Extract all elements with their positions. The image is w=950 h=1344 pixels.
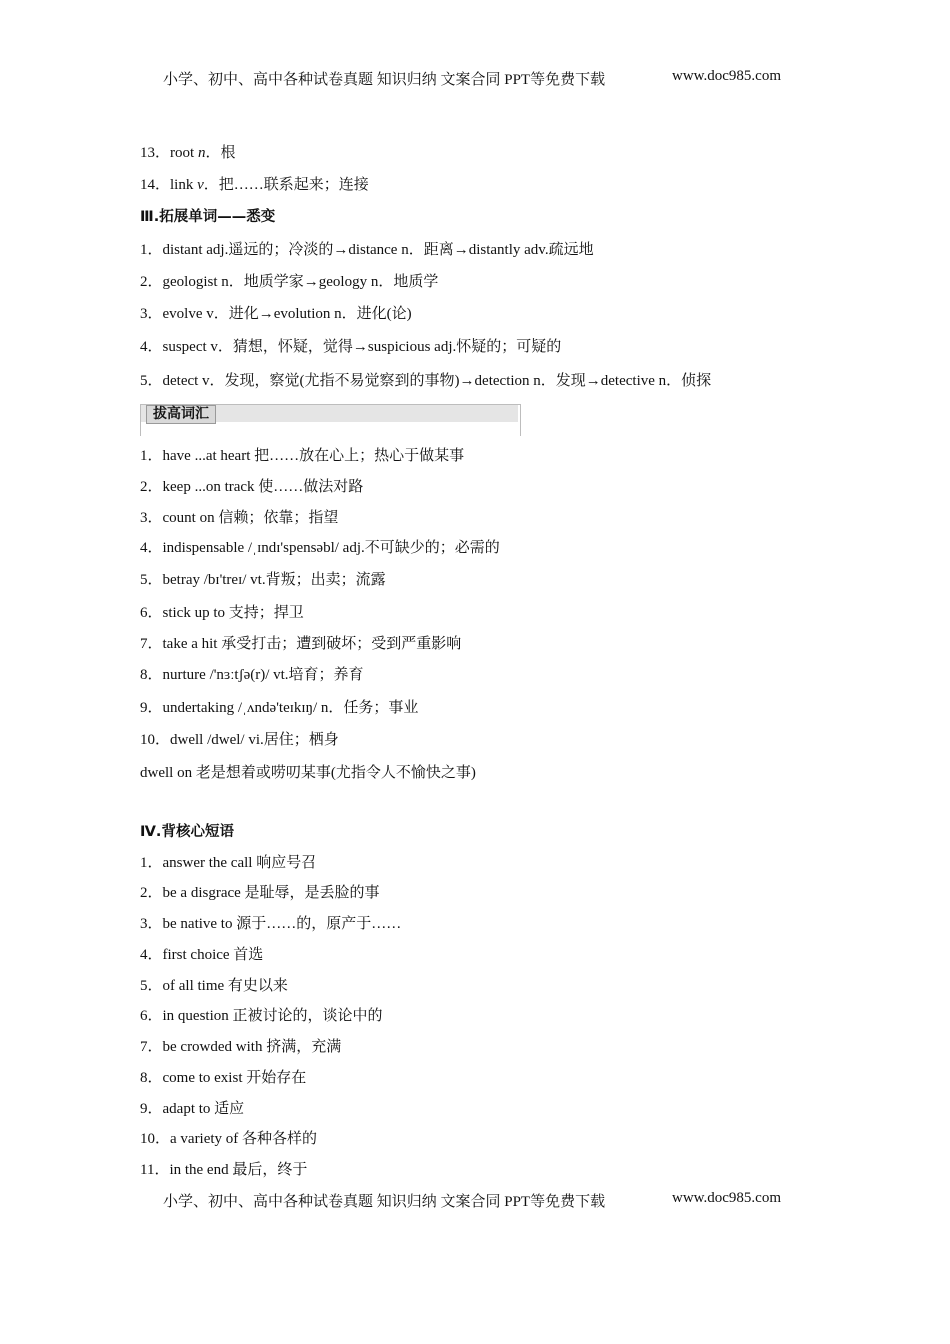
extended-word-4: 4．suspect v．猜想，怀疑，觉得→suspicious adj.怀疑的；可疑的 bbox=[140, 339, 562, 355]
extended-word-5: 5．detect v．发现，察觉(尤指不易觉察到的事物)→detection n．发现→detective n．侦探 bbox=[140, 373, 712, 389]
core-phrase-7: 7．be crowded with 挤满，充满 bbox=[140, 1039, 342, 1055]
core-phrase-9: 9．adapt to 适应 bbox=[140, 1101, 245, 1117]
core-phrase-2: 2．be a disgrace 是耻辱，是丢脸的事 bbox=[140, 885, 380, 901]
advanced-word-8: 8．nurture /'nɜːtʃə(r)/ vt.培育；养育 bbox=[140, 667, 364, 683]
advanced-word-9: 9．undertaking /ˌʌndə'teɪkɪŋ/ n．任务；事业 bbox=[140, 700, 419, 716]
section-3-title: Ⅲ.拓展单词——悉变 bbox=[140, 209, 276, 225]
core-phrase-1: 1．answer the call 响应号召 bbox=[140, 855, 317, 871]
advanced-word-3: 3．count on 信赖；依靠；指望 bbox=[140, 510, 339, 526]
extended-word-1: 1．distant adj.遥远的；冷淡的→distance n．距离→distantly adv.疏远地 bbox=[140, 242, 594, 258]
core-phrase-11: 11．in the end 最后，终于 bbox=[140, 1162, 308, 1178]
advanced-word-2: 2．keep ...on track 使……做法对路 bbox=[140, 479, 364, 495]
core-phrase-8: 8．come to exist 开始存在 bbox=[140, 1070, 307, 1086]
page-header bbox=[163, 68, 803, 89]
footer-url[interactable]: www.doc985.com bbox=[672, 1190, 782, 1206]
advanced-word-5: 5．betray /bɪ'treɪ/ vt.背叛；出卖；流露 bbox=[140, 572, 386, 588]
advanced-word-10-phrase: dwell on 老是想着或唠叨某事(尤指令人不愉快之事) bbox=[140, 765, 476, 781]
advanced-word-10: 10．dwell /dwel/ vi.居住；栖身 bbox=[140, 732, 339, 748]
header-text: 小学、初中、高中各种试卷真题 知识归纳 文案合同 PPT等免费下载 bbox=[163, 72, 606, 88]
vocab-item-13: 13．root n．根 bbox=[140, 145, 236, 161]
advanced-word-1: 1．have ...at heart 把……放在心上；热心于做某事 bbox=[140, 448, 465, 464]
advanced-word-6: 6．stick up to 支持；捍卫 bbox=[140, 605, 304, 621]
core-phrase-4: 4．first choice 首选 bbox=[140, 947, 264, 963]
advanced-vocab-banner bbox=[140, 404, 521, 436]
advanced-word-4: 4．indispensable /ˌɪndɪ'spensəbl/ adj.不可缺少的；必需的 bbox=[140, 540, 500, 556]
section-4-title: Ⅳ.背核心短语 bbox=[140, 824, 234, 840]
core-phrase-5: 5．of all time 有史以来 bbox=[140, 978, 288, 994]
header-url[interactable]: www.doc985.com bbox=[672, 68, 782, 84]
extended-word-3: 3．evolve v．进化→evolution n．进化(论) bbox=[140, 306, 412, 322]
core-phrase-3: 3．be native to 源于……的，原产于…… bbox=[140, 916, 402, 932]
vocab-item-14: 14．link v．把……联系起来；连接 bbox=[140, 177, 369, 193]
core-phrase-6: 6．in question 正被讨论的，谈论中的 bbox=[140, 1008, 383, 1024]
page-footer bbox=[163, 1190, 803, 1211]
advanced-word-7: 7．take a hit 承受打击；遭到破坏；受到严重影响 bbox=[140, 636, 462, 652]
core-phrase-10: 10．a variety of 各种各样的 bbox=[140, 1131, 318, 1147]
extended-word-2: 2．geologist n．地质学家→geology n．地质学 bbox=[140, 274, 439, 290]
advanced-vocab-tag: 拔高词汇 bbox=[146, 405, 216, 424]
footer-text: 小学、初中、高中各种试卷真题 知识归纳 文案合同 PPT等免费下载 bbox=[163, 1194, 606, 1210]
